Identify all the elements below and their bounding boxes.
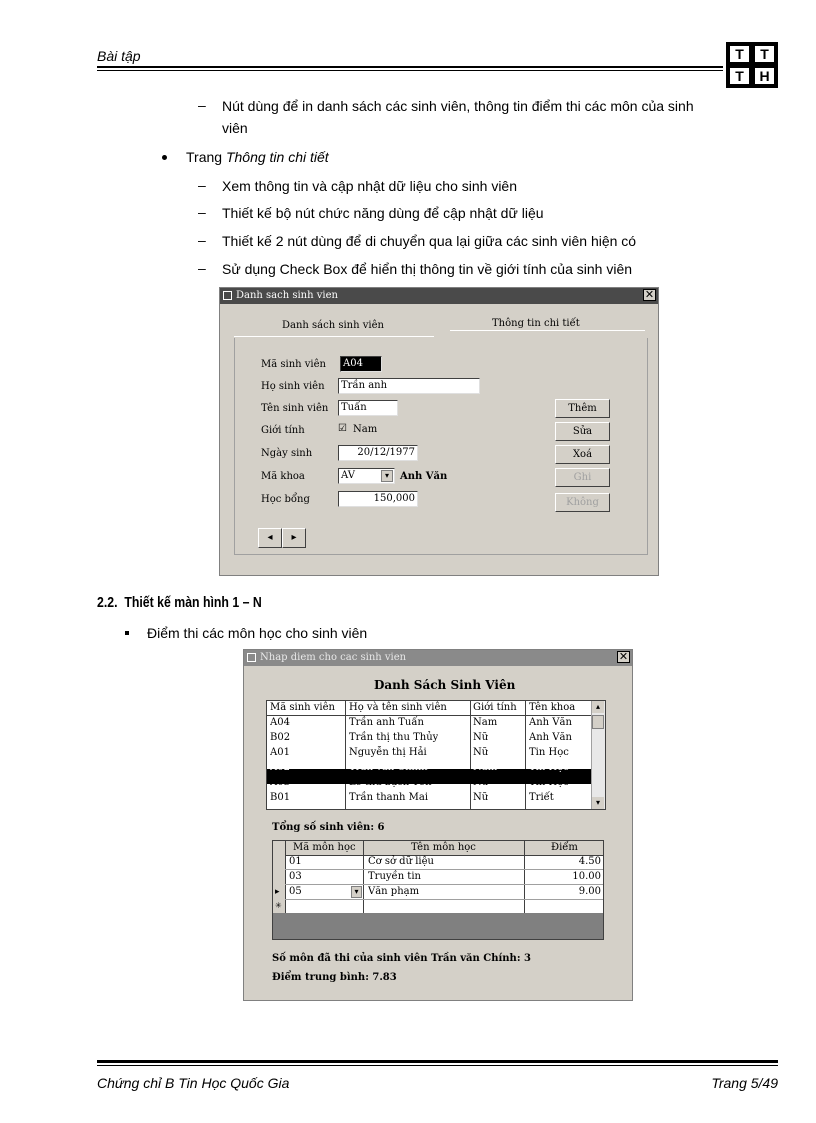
- detail-item-3: Thiết kế 2 nút dùng để di chuyển qua lại giữa các sinh viên hiện có: [222, 233, 637, 249]
- list-cell[interactable]: A02: [270, 762, 290, 773]
- col-divider: [363, 841, 364, 913]
- list-col-header: Giới tính: [473, 702, 517, 713]
- bullet-dot: [162, 155, 167, 160]
- prev-record-button[interactable]: ◂: [258, 528, 282, 548]
- list-cell[interactable]: Trần anh Tuấn: [349, 717, 424, 728]
- label-ho-sv: Họ sinh viên: [261, 381, 325, 392]
- ten-sv-input[interactable]: Tuấn: [338, 400, 398, 416]
- logo-letter: T: [730, 46, 749, 62]
- label-ngay-sinh: Ngày sinh: [261, 448, 313, 459]
- summary-average: Điểm trung bình: 7.83: [272, 972, 397, 983]
- form1-title: Danh sach sinh vien: [236, 290, 338, 301]
- label-ma-khoa: Mã khoa: [261, 471, 305, 482]
- detail-item-1: Xem thông tin và cập nhật dữ liệu cho sinh viên: [222, 178, 517, 194]
- them-button[interactable]: Thêm: [555, 399, 610, 418]
- window-icon: [247, 653, 256, 662]
- label-hoc-bong: Học bổng: [261, 494, 310, 505]
- score-cell[interactable]: 4.50: [578, 856, 601, 867]
- row-divider: [285, 899, 603, 900]
- dash-marker: –: [198, 204, 206, 220]
- col-divider: [345, 701, 346, 810]
- col-divider: [470, 701, 471, 810]
- bullet-trang-prefix: Trang: [186, 149, 226, 165]
- form2-title: Nhap diem cho cac sinh vien: [260, 652, 407, 663]
- list-cell[interactable]: Tin Học: [529, 747, 569, 758]
- list-cell[interactable]: Nam: [473, 762, 498, 773]
- close-icon[interactable]: ✕: [618, 650, 629, 663]
- dash-marker: –: [198, 97, 206, 113]
- score-subform[interactable]: [272, 840, 604, 940]
- logo-letter: H: [755, 68, 774, 84]
- bullet-trang: [186, 148, 329, 166]
- form-danh-sach-window: [219, 287, 659, 576]
- detail-item-2: Thiết kế bộ nút chức năng dùng để cập nhật dữ liệu: [222, 205, 544, 221]
- bullet-trang-italic: Thông tin chi tiết: [225, 149, 329, 165]
- tab-danh-sach[interactable]: Danh sách sinh viên: [282, 320, 384, 331]
- tab-divider: [450, 330, 645, 331]
- chevron-down-icon[interactable]: ▾: [381, 470, 393, 482]
- score-cell[interactable]: 9.00: [578, 886, 601, 897]
- label-gioi-tinh: Giới tính: [261, 425, 305, 436]
- total-students: Tổng số sinh viên: 6: [272, 822, 385, 833]
- dash-marker: –: [198, 177, 206, 193]
- form1-titlebar: [220, 288, 658, 304]
- footer-rule: [97, 1060, 778, 1063]
- sua-button[interactable]: Sửa: [555, 422, 610, 441]
- tt-logo: [726, 42, 778, 88]
- dash-marker: –: [198, 260, 206, 276]
- header-rule: [97, 66, 723, 68]
- list-cell[interactable]: Nữ: [473, 792, 489, 803]
- new-record-icon: ✳: [275, 901, 282, 910]
- list-cell[interactable]: Triết: [529, 792, 554, 803]
- ghi-button[interactable]: Ghi: [555, 468, 610, 487]
- score-cell[interactable]: 10.00: [572, 871, 601, 882]
- ngay-sinh-input[interactable]: 20/12/1977: [338, 445, 418, 461]
- square-bullet: [125, 631, 129, 635]
- list-cell[interactable]: Tin Học: [529, 777, 569, 788]
- list-scrollbar[interactable]: [591, 701, 605, 809]
- form2-titlebar: [244, 650, 632, 666]
- col-divider: [524, 841, 525, 913]
- header-title: Bài tập: [97, 48, 141, 64]
- list-col-header: Họ và tên sinh viên: [349, 702, 447, 713]
- dash-marker: –: [198, 232, 206, 248]
- khong-button[interactable]: Không: [555, 493, 610, 512]
- score-cell[interactable]: Văn phạm: [368, 886, 420, 897]
- label-ma-sv: Mã sinh viên: [261, 359, 326, 370]
- hoc-bong-input[interactable]: 150,000: [338, 491, 418, 507]
- list-cell[interactable]: Nguyễn thị Hải: [349, 747, 427, 758]
- current-record-icon: ▸: [275, 887, 280, 897]
- xoa-button[interactable]: Xoá: [555, 445, 610, 464]
- list-cell[interactable]: Nữ: [473, 747, 489, 758]
- score-col-header: Tên môn học: [411, 842, 476, 853]
- list-cell[interactable]: A01: [270, 747, 290, 758]
- list-cell[interactable]: Trần văn Chính: [349, 762, 428, 773]
- list-cell[interactable]: Nữ: [473, 732, 489, 743]
- scroll-down-icon[interactable]: ▾: [592, 797, 604, 809]
- close-icon[interactable]: ✕: [644, 288, 655, 301]
- score-cell[interactable]: 01: [289, 856, 302, 867]
- list-cell[interactable]: Nữ: [473, 777, 489, 788]
- score-cell[interactable]: Cơ sở dữ liệu: [368, 856, 434, 867]
- next-record-button[interactable]: ▸: [282, 528, 306, 548]
- gioi-tinh-checkbox[interactable]: ☑: [338, 423, 347, 434]
- khoa-name: Anh Văn: [400, 471, 448, 482]
- list-cell[interactable]: Anh Văn: [529, 717, 572, 728]
- score-cell[interactable]: 05: [289, 886, 302, 897]
- score-cell[interactable]: Truyền tin: [368, 871, 421, 882]
- list-col-header: Tên khoa: [529, 702, 576, 713]
- ma-khoa-value: AV: [341, 470, 355, 481]
- score-col-header: Điểm: [551, 842, 578, 853]
- section-heading: [97, 594, 262, 611]
- list-col-header: Mã sinh viên: [270, 702, 335, 713]
- intro-line-1: Nút dùng để in danh sách các sinh viên, thông tin điểm thi các môn của sinh: [222, 98, 694, 114]
- logo-letter: T: [730, 68, 749, 84]
- form-nhap-diem-window: [243, 649, 633, 1001]
- tab-thong-tin[interactable]: Thông tin chi tiết: [492, 318, 580, 329]
- scroll-thumb[interactable]: [592, 715, 604, 729]
- ma-khoa-select[interactable]: [338, 468, 395, 484]
- section-title: Thiết kế màn hình 1 – N: [124, 594, 262, 611]
- list-cell[interactable]: Nam: [473, 717, 498, 728]
- scroll-up-icon[interactable]: ▴: [592, 701, 604, 713]
- header-rule-thin: [97, 70, 723, 71]
- ho-sv-input[interactable]: Trần anh: [338, 378, 480, 394]
- list-cell[interactable]: A04: [270, 717, 290, 728]
- tab-divider: [234, 336, 434, 337]
- list-cell[interactable]: Trần thị thu Thủy: [349, 732, 439, 743]
- list-cell[interactable]: Tin Học: [529, 762, 569, 773]
- student-list[interactable]: [266, 700, 606, 810]
- footer-right: Trang 5/49: [711, 1075, 778, 1091]
- section-number: 2.2.: [97, 594, 118, 611]
- ma-sv-input[interactable]: A04: [340, 356, 382, 372]
- gioi-tinh-label: Nam: [353, 424, 378, 435]
- chevron-down-icon[interactable]: ▾: [351, 886, 362, 898]
- score-col-header: Mã môn học: [293, 842, 356, 853]
- intro-line-2: viên: [222, 120, 248, 136]
- list-cell[interactable]: Lê thu bạch Yến: [349, 777, 432, 788]
- list-cell[interactable]: A03: [270, 777, 290, 788]
- footer-left: Chứng chỉ B Tin Học Quốc Gia: [97, 1075, 290, 1091]
- list-cell[interactable]: Anh Văn: [529, 732, 572, 743]
- label-ten-sv: Tên sinh viên: [261, 403, 329, 414]
- section-bullet-text: Điểm thi các môn học cho sinh viên: [147, 625, 368, 641]
- list-cell[interactable]: Trần thanh Mai: [349, 792, 429, 803]
- window-icon: [223, 291, 232, 300]
- score-cell[interactable]: 03: [289, 871, 302, 882]
- summary-count: Số môn đã thi của sinh viên Trần văn Chính: 3: [272, 953, 531, 964]
- list-cell[interactable]: B02: [270, 732, 291, 743]
- logo-letter: T: [755, 46, 774, 62]
- list-heading: Danh Sách Sinh Viên: [374, 678, 516, 692]
- detail-item-4: Sử dụng Check Box để hiển thị thông tin về giới tính của sinh viên: [222, 261, 633, 277]
- list-cell[interactable]: B01: [270, 792, 291, 803]
- col-divider: [525, 701, 526, 810]
- footer-rule-thin: [97, 1065, 778, 1066]
